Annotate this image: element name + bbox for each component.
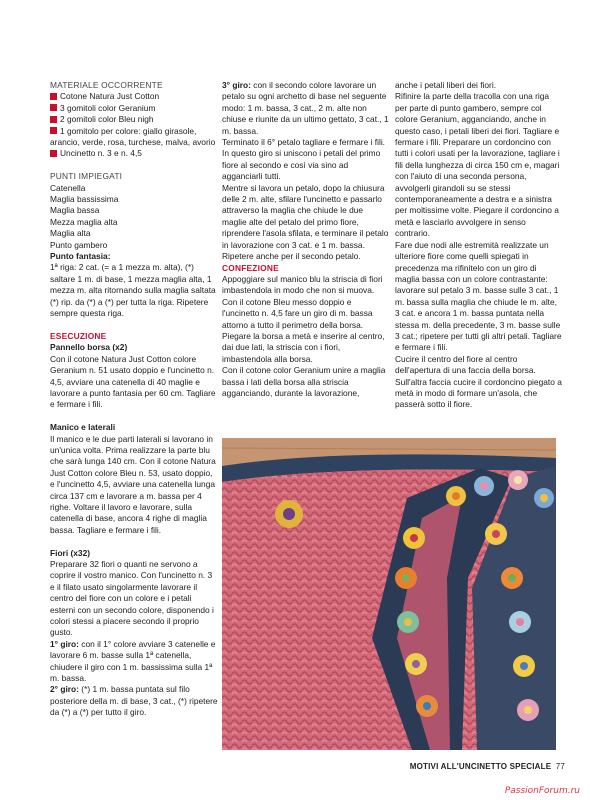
crochet-bag-photo [222, 438, 556, 750]
paragraph: Mentre si lavora un petalo, dopo la chiusura delle 2 m. alte, sfilare l'uncinetto e passarlo attraverso la maglia che chiude le due maglie alte del petalo del primo fiore, riprendere l'asola sfilata, e terminare il petalo in lavorazione con 3 cat. e 1 m. bassa. Ripetere anche per il secondo petalo. [222, 182, 389, 262]
column-3 [395, 80, 563, 411]
paragraph: Piegare la borsa a metà e inserire al centro, dai due lati, la striscia con i fiori, imbastendola alla borsa. [222, 330, 385, 364]
giro2-paragraph: 2° giro: (*) 1 m. bassa puntata sul filo posteriore della m. di base, 3 cat., (*) ripetere da (*) a (*) per tutto il giro. [50, 684, 218, 718]
materials-title: MATERIALE OCCORRENTE [50, 80, 163, 90]
paragraph: Appoggiare sul manico blu la striscia di fiori imbastendola in modo che non si muova. Con il cotone Bleu messo doppio e l'uncinetto n. 4,5 fare un giro di m. bassa attorno a tutto il perimetro della borsa. [222, 273, 383, 330]
paragraph: Rifinire la parte della tracolla con una riga per parte di punto gambero, sempre col colore Geranium, agganciando, anche in questo caso, i petali liberi dei fiori. Tagliare e fermare i fili. Preparare un cordoncino con tutti i colori usati per la lavorazione, tagliare i fili della lunghezza di circa 150 cm e, magari con l'aiuto di una seconda persona, avvolgerli girandoli su se stessi contemporaneamente a destra e a sinistra per moltissime volte. Piegare il cordoncino a metà e lasciarlo avvolgere in senso contrario. [395, 91, 560, 239]
materials-item: Uncinetto n. 3 e n. 4,5 [50, 148, 218, 159]
stitch-item: Punto gambero [50, 239, 108, 250]
fiori-title: Fiori (x32) [50, 547, 91, 558]
stitches-title: PUNTI IMPIEGATI [50, 171, 123, 182]
stitch-item: Mezza maglia alta [50, 216, 118, 227]
giro3-paragraph: 3° giro: con il secondo colore lavorare un petalo su ogni archetto di base nel seguente modo: 1 m. bassa, 3 cat., 2 m. alte non chiuse e riunite da un ultimo gettato, 3 cat., 1 m. bassa. [222, 80, 389, 136]
paragraph: Fare due nodi alle estremità realizzate un ulteriore fiore come quelli spiegati in precedenza ma rifinitelo con un giro di maglia bassa con un colore contrastante: lavorare sul petalo 3 m. basse sulle 3 cat., 1 m. bassa sulla maglia che chiude le m. alte, 3 cat. e ancora 1 m. bassa puntata nella stessa m. della precedente, 3 m. basse sulle 3 cat.; ripetere per tutti gli altri petali. Tagliare e fermare i fili. [395, 239, 562, 353]
page-number: 77 [555, 762, 565, 771]
pannello-text: Con il cotone Natura Just Cotton colore Geranium n. 51 usato doppio e l'uncinetto n. 4,5, avviare una catenella di 40 maglie e lavorare a punto fantasia per 60 cm. Tagliare e fermare i fili. [50, 353, 216, 410]
column-2 [222, 80, 390, 399]
pannello-title: Pannello borsa (x2) [50, 342, 128, 353]
fantasia-text: 1ª riga: 2 cat. (= a 1 mezza m. alta), (*) saltare 1 m. di base, 1 mezza maglia alta, 1 mezza m. alta ritornando sulla maglia saltata (*) rip. da (*) a (*) per tutta la riga. Ripetere sempre questa riga. [50, 262, 216, 319]
materials-item: Cotone Natura Just Cotton [50, 91, 218, 102]
bullet-square-icon [50, 150, 57, 157]
execution-title: ESECUZIONE [50, 330, 107, 341]
paragraph: Cucire il centro del fiore al centro dell'apertura di una faccia della borsa. Sull'altra faccia cucire il cordoncino piegato a metà in modo di formare un'asola, che passerà sotto il fiore. [395, 353, 562, 410]
stitch-item: Catenella [50, 182, 86, 193]
stitch-item: Maglia bassa [50, 205, 100, 216]
column-1 [50, 80, 218, 719]
bullet-square-icon [50, 127, 57, 134]
watermark: PassionForum.ru [504, 786, 580, 796]
flower-icon [275, 500, 303, 528]
materials-item: 1 gomitolo per colore: giallo girasole, arancio, verde, rosa, turchese, malva, avorio [50, 125, 216, 148]
manico-text: Il manico e le due parti laterali si lavorano in un'unica volta. Prima realizzare la parte blu che sarà lunga 140 cm. Con il cotone Natura Just Cotton colore Bleu n. 53, usato doppio, e l'uncinetto 4,5, avviare una catenella lunga circa 137 cm e lavorare a m. bassa per 4 righe. Voltare il lavoro e lavorare, sulla catenella di base, ancora 4 righe di maglia bassa. Tagliare e fermare i fili. [50, 433, 216, 535]
stitch-item: Maglia alta [50, 228, 91, 239]
materials-item: 3 gomitoli color Geranium [50, 103, 218, 114]
bullet-square-icon [50, 93, 57, 100]
giro1-paragraph: 1° giro: con il 1° colore avviare 3 catenelle e lavorare 6 m. basse sulla 1ª catenella, chiudere il giro con 1 m. bassissima sulla 1ª m. bassa. [50, 638, 216, 684]
footer-title: MOTIVI ALL'UNCINETTO SPECIALE [409, 762, 552, 771]
bullet-square-icon [50, 116, 57, 123]
stitch-item: Maglia bassissima [50, 194, 119, 205]
page-footer [0, 762, 565, 771]
paragraph: anche i petali liberi dei fiori. [395, 80, 497, 90]
manico-title: Manico e laterali [50, 422, 116, 433]
materials-item: 2 gomitoli color Bleu nigh [50, 114, 218, 125]
fiori-text: Preparare 32 fiori o quanti ne servono a coprire il vostro manico. Con l'uncinetto n. 3 e il filato usato singolarmente lavorare il centro del fiore con un colore e i petali esterni con un secondo colore, disponendo i colori stessi a piacere secondo il proprio gusto. [50, 559, 214, 638]
fantasia-label: Punto fantasia: [50, 251, 111, 262]
paragraph: Terminato il 6° petalo tagliare e fermare i fili. In questo giro si uniscono i petali del primo fiore al secondo e così via sino ad agganciarli tutti. [222, 137, 386, 182]
paragraph: Con il cotone color Geranium unire a maglia bassa i lati della borsa alla striscia agganciando, durante la lavorazione, [222, 365, 386, 398]
confezione-title: CONFEZIONE [222, 262, 279, 273]
bullet-square-icon [50, 104, 57, 111]
